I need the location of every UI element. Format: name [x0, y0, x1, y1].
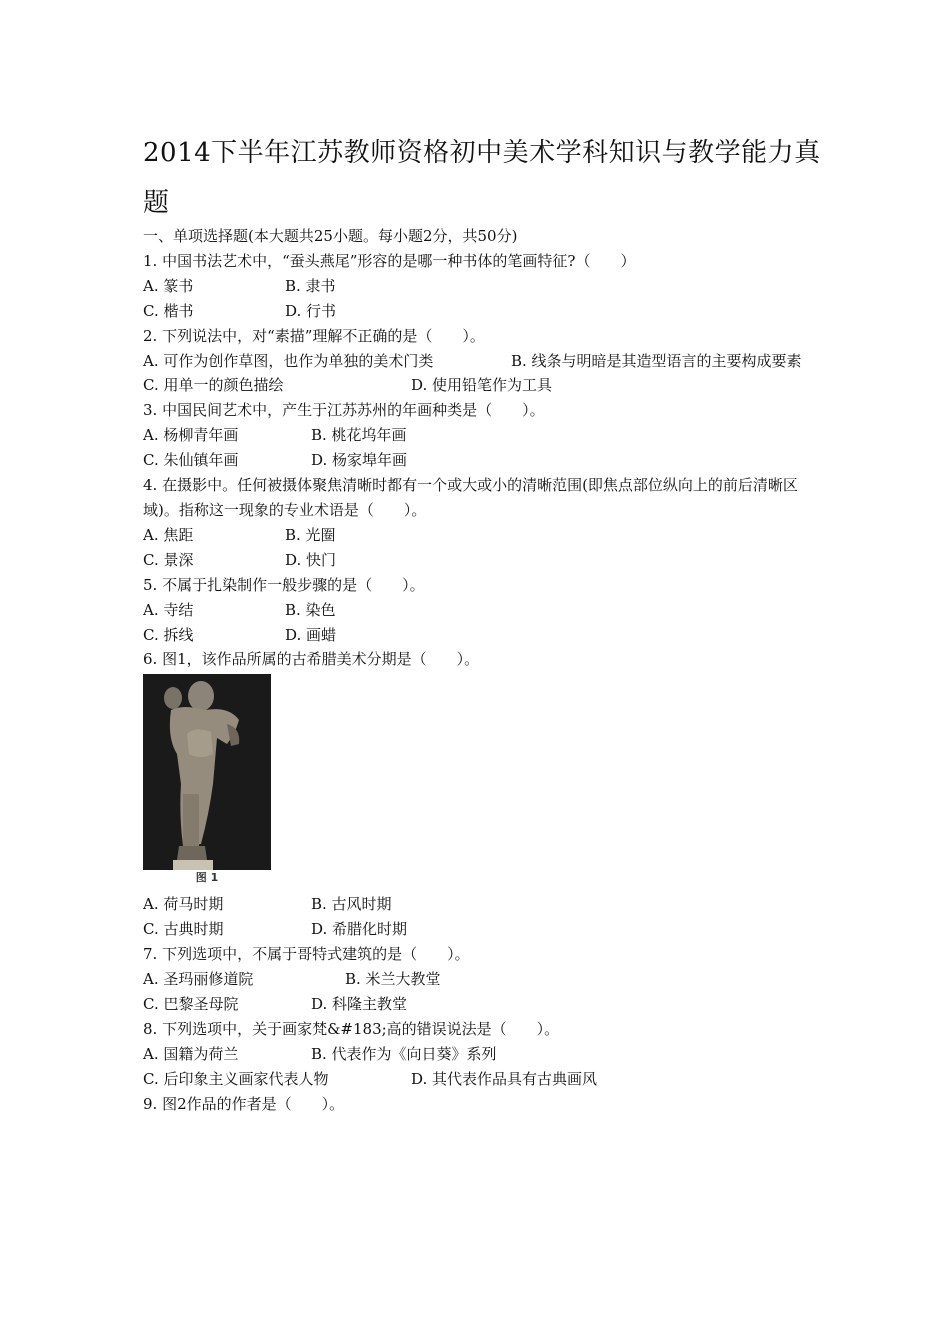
question-6-stem: 6. 图1，该作品所属的古希腊美术分期是（ ）。: [143, 650, 480, 669]
question-7-options-ab: [143, 967, 813, 992]
option-a: A. 焦距: [143, 525, 194, 544]
option-d: D. 快门: [285, 550, 337, 569]
figure-1: [143, 674, 271, 886]
question-5-options-cd: [143, 623, 813, 648]
option-d: D. 画蜡: [285, 625, 337, 644]
question-8-stem: 8. 下列选项中，关于画家梵&#183;高的错误说法是（ ）。: [143, 1019, 560, 1038]
option-b: B. 桃花坞年画: [311, 426, 407, 445]
question-4-stem: 4. 在摄影中。任何被摄体聚焦清晰时都有一个或大或小的清晰范围(即焦点部位纵向上的前后清晰区域)。指称这一现象的专业术语是（ ）。: [143, 476, 798, 519]
question-9-stem: 9. 图2作品的作者是（ ）。: [143, 1094, 345, 1113]
option-c: C. 拆线: [143, 625, 194, 644]
question-7-options-cd: [143, 992, 813, 1017]
section-heading: 一、单项选择题(本大题共25小题。每小题2分，共50分): [143, 227, 518, 245]
option-b: B. 线条与明暗是其造型语言的主要构成要素: [511, 351, 802, 370]
option-b: B. 染色: [285, 600, 336, 619]
option-a: A. 国籍为荷兰: [143, 1044, 239, 1063]
question-4-options-cd: [143, 548, 813, 573]
question-3-stem: 3. 中国民间艺术中，产生于江苏苏州的年画种类是（ ）。: [143, 401, 545, 420]
question-3-options-cd: [143, 448, 813, 473]
option-d: D. 其代表作品具有古典画风: [411, 1069, 598, 1088]
question-1-stem: 1. 中国书法艺术中，“蚕头燕尾”形容的是哪一种书体的笔画特征?（ ）: [143, 251, 636, 270]
option-a: A. 荷马时期: [143, 895, 224, 914]
option-a: A. 圣玛丽修道院: [143, 970, 254, 989]
option-d: D. 行书: [285, 301, 337, 320]
question-6-options-cd: [143, 917, 813, 942]
option-b: B. 古风时期: [311, 895, 392, 914]
option-c: C. 景深: [143, 550, 194, 569]
option-a: A. 篆书: [143, 276, 194, 295]
option-d: D. 使用铅笔作为工具: [411, 376, 553, 395]
option-a: A. 寺结: [143, 600, 194, 619]
question-2-options-ab: [143, 349, 813, 374]
option-c: C. 巴黎圣母院: [143, 994, 239, 1013]
question-1-options-cd: [143, 299, 813, 324]
question-list: [143, 224, 813, 1116]
option-d: D. 科隆主教堂: [311, 994, 408, 1013]
option-c: C. 楷书: [143, 301, 194, 320]
question-6-options-ab: [143, 892, 813, 917]
question-8-options-ab: [143, 1042, 813, 1067]
option-b: B. 光圈: [285, 525, 336, 544]
question-3-options-ab: [143, 423, 813, 448]
question-4-options-ab: [143, 523, 813, 548]
option-d: D. 希腊化时期: [311, 920, 408, 939]
question-8-options-cd: [143, 1067, 813, 1092]
question-2-options-cd: [143, 373, 813, 398]
option-c: C. 后印象主义画家代表人物: [143, 1069, 329, 1088]
option-b: B. 隶书: [285, 276, 336, 295]
document-title: 2014下半年江苏教师资格初中美术学科知识与教学能力真题: [143, 138, 821, 218]
statue-photo: [143, 674, 271, 870]
figure-1-caption: 图 1: [195, 871, 219, 885]
option-a: A. 杨柳青年画: [143, 426, 239, 445]
question-5-options-ab: [143, 598, 813, 623]
question-5-stem: 5. 不属于扎染制作一般步骤的是（ ）。: [143, 575, 425, 594]
option-d: D. 杨家埠年画: [311, 451, 408, 470]
option-b: B. 代表作为《向日葵》系列: [311, 1044, 497, 1063]
question-7-stem: 7. 下列选项中，不属于哥特式建筑的是（ ）。: [143, 945, 470, 964]
option-a: A. 可作为创作草图，也作为单独的美术门类: [143, 351, 434, 370]
question-1-options-ab: [143, 274, 813, 299]
option-c: C. 用单一的颜色描绘: [143, 376, 284, 395]
question-2-stem: 2. 下列说法中，对“素描”理解不正确的是（ ）。: [143, 326, 485, 345]
option-b: B. 米兰大教堂: [345, 970, 441, 989]
statue-image: [143, 674, 271, 870]
option-c: C. 古典时期: [143, 920, 224, 939]
option-c: C. 朱仙镇年画: [143, 451, 239, 470]
